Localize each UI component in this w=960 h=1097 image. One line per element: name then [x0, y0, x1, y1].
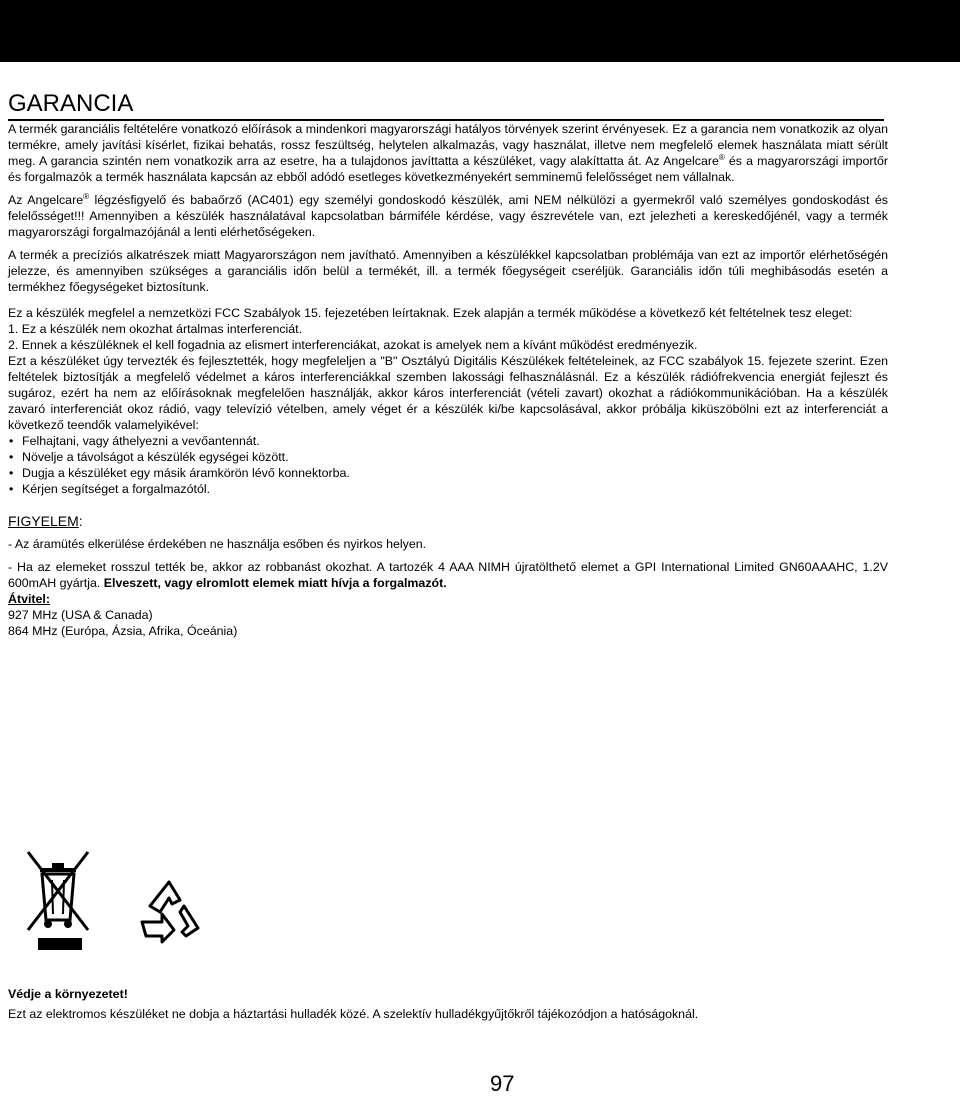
warning-bold-text: Elveszett, vagy elromlott elemek miatt hívja a forgalmazót. — [103, 576, 447, 590]
paragraph-personal-care — [8, 192, 888, 240]
frequency-2: 864 MHz (Európa, Ázsia, Afrika, Óceánia) — [8, 624, 238, 638]
warning-heading — [8, 513, 888, 529]
paragraph-text: Az Angelcare — [8, 193, 84, 207]
remedy-list — [8, 433, 888, 497]
environment-note — [8, 986, 888, 1022]
top-black-bar — [0, 0, 960, 62]
paragraph-fcc: Ez a készülék megfelel a nemzetközi FCC Szabályok 15. fejezetében leírtaknak. Ezek alapján a termék működése a következő két feltételnek tesz eleget: — [8, 306, 853, 320]
crossed-out-wheelie-bin-icon — [24, 850, 94, 954]
warning-line-1: - Az áramütés elkerülése érdekében ne használja esőben és nyirkos helyen. — [8, 537, 427, 551]
paragraph-text: légzésfigyelő és babaőrző (AC401) egy személyi gondoskodó készülék, ami NEM nélkülözi a gyermekről való személyes gondoskodást és felelősséget!!! Amennyiben a készülék használatával kapcsolatban bármiféle kérdése, vagy észrevétele van, ezt jelezheti a kereskedőjénél, vagy a termék magyarországi forgalmazójánál a lenti elérhetőségeken. — [8, 193, 889, 239]
warning-line-2 — [8, 559, 888, 591]
list-item: • Növelje a távolságot a készülék egységei között. — [8, 449, 888, 465]
document-body — [8, 90, 888, 639]
warning-text: - Ha az elemeket rosszul tették be, akkor az robbanást okozhat. A tartozék 4 AAA NIMH újratölthető elemet a GPI International Limited GN60AAAHC, 1.2V 600mAH gyártja. — [8, 560, 888, 590]
paragraph-repair: A termék a precíziós alkatrészek miatt Magyarországon nem javítható. Amennyiben a készülékkel kapcsolatban problémája van ezt az importőr elérhetőségén jelezze, és amennyiben szükséges a garanciális időn belül a termékét, ill. a termék főegységeit cseréljük. Garanciális időn túli meghibásodás esetén a termékhez főegységeket biztosítunk. — [8, 248, 888, 294]
frequency-1: 927 MHz (USA & Canada) — [8, 608, 153, 622]
paragraph-class-b: Ezt a készüléket úgy tervezték és fejlesztették, hogy megfeleljen a "B" Osztályú Digitális Készülékek feltételeinek, az FCC szabályok 15. fejezete szerint. Ezen feltételek biztosítják a megfelelő védelmet a káros interferenciákkal szemben lakossági felhasználásnál. Ez a készülék rádiófrekvencia energiát fejleszt és sugároz, ezért ha nem az előírásoknak megfelelően használják, akkor káros interferenciát (vételi zavart) okozhat a rádiókommunikációban. Ha a készülék zavaró interferenciát okoz rádió, vagy televízió vételben, amely véget ér a készülék ki/be kapcsolásával, akkor próbálja kiküszöbölni ezt az interferenciát a következő teendők valamelyikével: — [8, 354, 888, 432]
list-item: • Dugja a készüléket egy másik áramkörön lévő konnektorba. — [8, 465, 888, 481]
environment-text: Ezt az elektromos készüléket ne dobja a háztartási hulladék közé. A szelektív hulladékgyűjtőkről tájékozódjon a hatóságoknál. — [8, 1007, 699, 1021]
fcc-condition-2: 2. Ennek a készüléknek el kell fogadnia az elismert interferenciákat, azokat is amelyek nem a kívánt működést eredményezik. — [8, 338, 698, 352]
warning-heading-text: FIGYELEM — [8, 513, 79, 529]
transmission-label: Átvitel: — [8, 592, 50, 606]
registered-mark: ® — [83, 191, 89, 201]
fcc-condition-1: 1. Ez a készülék nem okozhat ártalmas interferenciát. — [8, 322, 303, 336]
registered-mark: ® — [718, 152, 725, 162]
page-number: 97 — [490, 1071, 515, 1096]
paragraph-warranty-terms — [8, 121, 888, 185]
paragraph-text: és a magyarországi importőr és forgalmazók a termék használata kapcsán az ebből adódó esetleges következményekért semminemű felelősséget nem vállalnak. — [8, 154, 888, 184]
paragraph-text: A termék garanciális feltételére vonatkozó előírások a mindenkori magyarországi hatályos törvények szerint érvényesek. Ez a garancia nem vonatkozik az olyan termékre, amely javítási kísérlet, fizikai behatás, rossz feszültség, helytelen alkalmazás, vagy használat, illetve nem megfelelő elemek használata miatt sérült meg. A garancia szintén nem vonatkozik arra az esetre, ha a tulajdonos javíttatta a készüléket, vagy alakíttatta át. Az Angelcare — [8, 122, 888, 168]
environment-heading: Védje a környezetet! — [8, 987, 128, 1001]
list-item: • Felhajtani, vagy áthelyezni a vevőantennát. — [8, 433, 888, 449]
list-item: • Kérjen segítséget a forgalmazótól. — [8, 481, 888, 497]
environment-icons — [24, 850, 204, 950]
warning-heading-colon: : — [78, 513, 83, 529]
recycle-arrows-icon — [136, 878, 202, 944]
page-title: GARANCIA — [8, 90, 884, 121]
